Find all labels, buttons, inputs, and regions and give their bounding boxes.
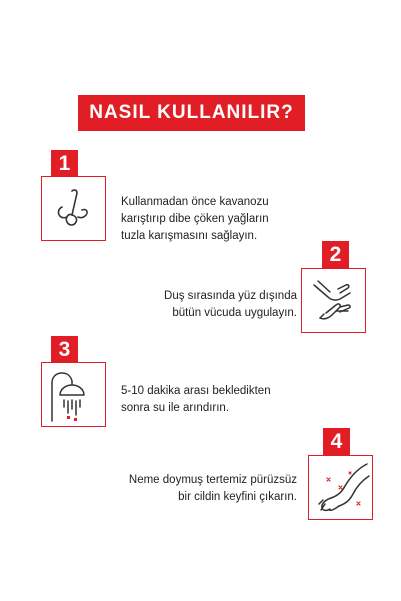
step-1-line-3: tuzla karışmasını sağlayın. [121, 230, 258, 242]
step-3-icon-box [41, 362, 106, 427]
step-1-number: 1 [51, 150, 78, 177]
step-4-line-1: Neme doymuş tertemiz pürüzsüz [128, 474, 297, 486]
step-4-line-2: bir cildin keyfini çıkarın. [178, 491, 297, 503]
step-3-line-2: sonra su ile arındırın. [121, 402, 230, 414]
step-2-text [164, 288, 297, 322]
step-4-number: 4 [323, 428, 350, 455]
step-2-line-2: bütün vücuda uygulayın. [172, 307, 297, 319]
spoon-stir-icon [42, 177, 105, 240]
step-2-icon-box [301, 268, 366, 333]
step-4-icon-box [308, 455, 373, 520]
hand-applying-icon [302, 269, 365, 332]
step-4-text [129, 472, 297, 506]
step-3-text [121, 383, 271, 417]
page-title: NASIL KULLANILIR? [78, 95, 305, 131]
step-3-line-1: 5-10 dakika arası bekledikten [121, 385, 271, 397]
step-1-text [121, 194, 269, 245]
step-1-icon-box [41, 176, 106, 241]
step-1-line-2: karıştırıp dibe çöken yağların [121, 213, 269, 225]
step-2-line-1: Duş sırasında yüz dışında [164, 290, 297, 302]
step-2-number: 2 [322, 241, 349, 268]
step-3-number: 3 [51, 336, 78, 363]
step-1-line-1: Kullanmadan önce kavanozu [121, 196, 269, 208]
shower-icon [42, 363, 105, 426]
smooth-skin-arm-icon [309, 456, 372, 519]
